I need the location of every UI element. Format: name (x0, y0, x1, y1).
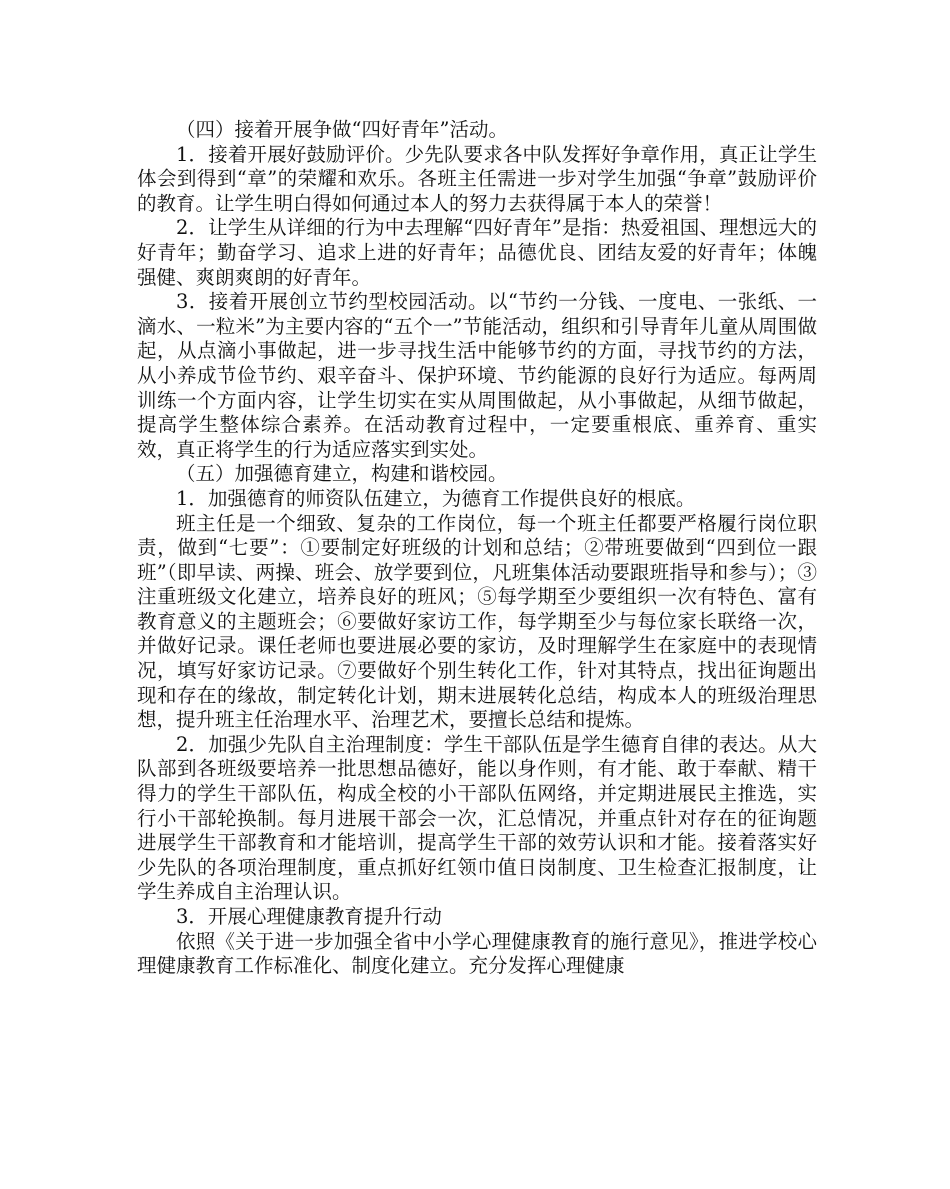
document-body (137, 118, 817, 979)
paragraph-student-leaders: 2．加强少先队自主治理制度：学生干部队伍是学生德育自律的表达。从大队部到各班级要培养一批思想品德好，能以身作则，有才能、敢于奉献、精干得力的学生干部队伍，构成全校的小干部队伍网络，并定期进展民主推选，实行小干部轮换制。每月进展干部会一次，汇总情况，并重点针对存在的征询题进展学生干部教育和才能培训，提高学生干部的效劳认识和才能。接着落实好少先队的各项治理制度，重点抓好红领巾值日岗制度、卫生检查汇报制度，让学生养成自主治理认识。 (137, 732, 817, 904)
paragraph-encouragement: 1．接着开展好鼓励评价。少先队要求各中队发挥好争章作用，真正让学生体会到得到“章”的荣耀和欢乐。各班主任需进一步对学生加强“争章”鼓励评价的教育。让学生明白得如何通过本人的努力去获得属于本人的荣誉！ (137, 142, 817, 215)
paragraph-mental-health: 依照《关于进一步加强全省中小学心理健康教育的施行意见》，推进学校心理健康教育工作标准化、制度化建立。充分发挥心理健康 (137, 929, 817, 978)
paragraph-mental-health-heading: 3．开展心理健康教育提升行动 (176, 905, 442, 928)
section-heading-5: （五）加强德育建立，构建和谐校园。 (176, 462, 508, 486)
section-heading-4: （四）接着开展争做“四好青年”活动。 (176, 118, 508, 141)
paragraph-four-good-youth: 2．让学生从详细的行为中去理解“四好青年”是指：热爱祖国、理想远大的好青年；勤奋学习、追求上进的好青年；品德优良、团结友爱的好青年；体魄强健、爽朗爽朗的好青年。 (137, 216, 817, 289)
paragraph-saving-campus: 3．接着开展创立节约型校园活动。以“节约一分钱、一度电、一张纸、一滴水、一粒米”为主要内容的“五个一”节能活动，组织和引导青年儿童从周围做起，从点滴小事做起，进一步寻找生活中能够节约的方面，寻找节约的方法，从小养成节俭节约、艰辛奋斗、保护环境、节约能源的良好行为适应。每两周训练一个方面内容，让学生切实在实从周围做起，从小事做起，从细节做起，提高学生整体综合素养。在活动教育过程中，一定要重根底、重养育、重实效，真正将学生的行为适应落实到实处。 (137, 290, 817, 461)
paragraph-head-teacher: 班主任是一个细致、复杂的工作岗位，每一个班主任都要严格履行岗位职责，做到“七要”：①要制定好班级的计划和总结；②带班要做到“四到位一跟班”（即早读、两操、班会、放学要到位，凡班集体活动要跟班指导和参与）；③注重班级文化建立，培养良好的班风；⑤每学期至少要组织一次有特色、富有教育意义的主题班会；⑥要做好家访工作，每学期至少与每位家长联络一次，并做好记录。课任老师也要进展必要的家访，及时理解学生在家庭中的表现情况，填写好家访记录。⑦要做好个别生转化工作，针对其特点，找出征询题出现和存在的缘故，制定转化计划，期末进展转化总结，构成本人的班级治理思想，提升班主任治理水平、治理艺术，要擅长总结和提炼。 (137, 511, 817, 732)
paragraph-teacher-team: 1．加强德育的师资队伍建立，为德育工作提供良好的根底。 (176, 486, 696, 510)
